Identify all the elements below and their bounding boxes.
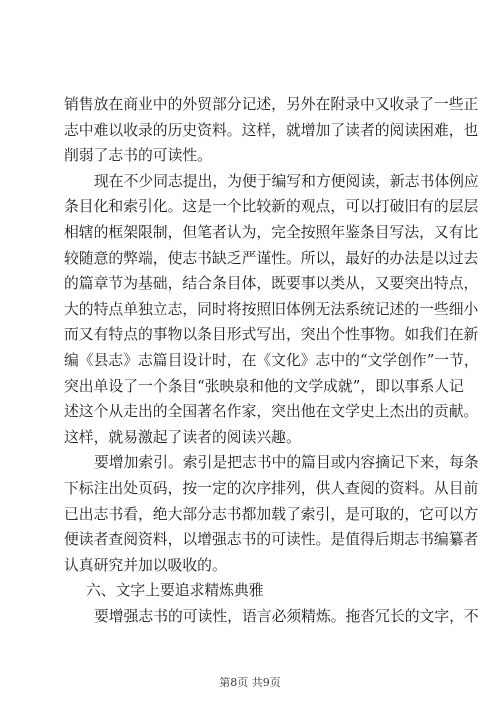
body-text bbox=[64, 92, 479, 629]
text-line: 销售放在商业中的外贸部分记述，另外在附录中又收录了一些正 bbox=[64, 96, 479, 113]
text-line: 条目化和索引化。这是一个比较新的观点，可以打破旧有的层层 bbox=[64, 198, 479, 216]
paragraph-4 bbox=[64, 604, 479, 630]
text-line: 现在不少同志提出，为便于编写和方便阅读，新志书体例应 bbox=[94, 172, 479, 190]
section-heading: 六、文字上要追求精炼典雅 bbox=[86, 582, 264, 600]
text-line: 突出单设了一个条目“张映泉和他的文学成就”，即以事系人记 bbox=[64, 377, 464, 395]
paragraph-1 bbox=[64, 92, 479, 169]
text-line: 要增强志书的可读性，语言必须精炼。拖沓冗长的文字，不 bbox=[94, 607, 479, 625]
text-line: 已出志书看，绝大部分志书都加载了索引，是可取的，它可以方 bbox=[64, 505, 479, 523]
paragraph-3 bbox=[64, 450, 479, 578]
text-line: 的篇章节为基础，结合条目体，既要事以类从，又要突出特点， bbox=[64, 275, 479, 293]
text-line: 下标注出处页码，按一定的次序排列，供人查阅的资料。从目前 bbox=[64, 479, 479, 497]
text-line: 编《县志》志篇目设计时，在《文化》志中的“文学创作”一节， bbox=[64, 351, 479, 369]
text-line: 认真研究并加以吸收的。 bbox=[64, 556, 227, 574]
paragraph-2 bbox=[64, 169, 479, 451]
text-line: 相辖的框架限制，但笔者认为，完全按照年鉴条目写法，又有比 bbox=[64, 223, 479, 241]
text-line: 大的特点单独立志，同时将按照旧体例无法系统记述的一些细小 bbox=[64, 300, 479, 318]
page-footer: 第8页 共9页 bbox=[219, 676, 281, 689]
text-line: 述这个从走出的全国著名作家，突出他在文学史上杰出的贡献。 bbox=[64, 403, 479, 421]
text-line: 要增加索引。索引是把志书中的篇目或内容摘记下来，每条 bbox=[94, 454, 479, 472]
text-line: 较随意的弊端，使志书缺乏严谨性。所以，最好的办法是以过去 bbox=[64, 249, 479, 267]
text-line: 便读者查阅资料，以增强志书的可读性。是值得后期志书编纂者 bbox=[64, 531, 479, 549]
text-line: 这样，就易激起了读者的阅读兴趣。 bbox=[64, 428, 301, 446]
text-line: 志中难以收录的历史资料。这样，就增加了读者的阅读困难，也 bbox=[64, 121, 479, 139]
text-line: 而又有特点的事物以条目形式写出，突出个性事物。如我们在新 bbox=[64, 326, 479, 344]
text-line: 削弱了志书的可读性。 bbox=[64, 147, 212, 165]
